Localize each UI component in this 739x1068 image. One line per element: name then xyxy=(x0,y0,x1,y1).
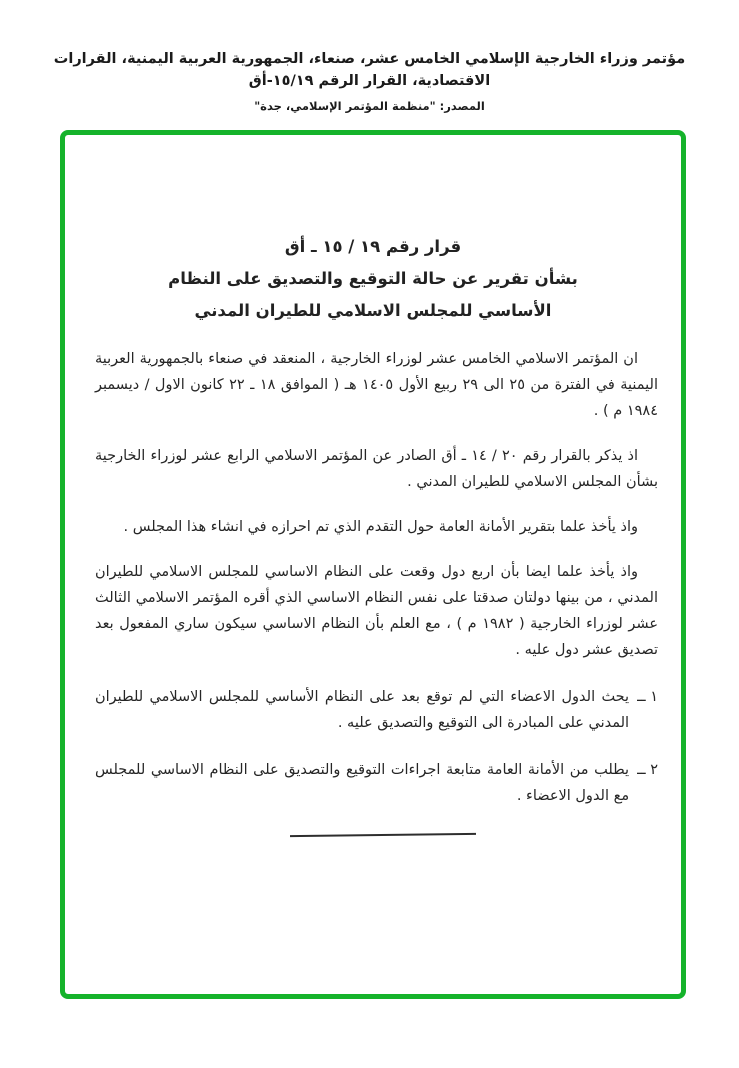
end-divider-line xyxy=(290,833,476,837)
scanned-document-frame xyxy=(60,130,686,999)
resolution-body xyxy=(65,346,681,809)
resolution-number: قرار رقم ١٩ / ١٥ ـ أق xyxy=(284,237,462,256)
operative-item-1 xyxy=(95,684,658,736)
operative-item-2 xyxy=(95,757,658,809)
item-1-text: يحث الدول الاعضاء التي لم توقع بعد على النظام الأساسي للمجلس الاسلامي للطيران المدني على المبادرة الى التوقيع والتصديق عليه . xyxy=(95,689,630,731)
document-header xyxy=(0,48,739,113)
preamble-paragraph-3: واذ يأخذ علما بتقرير الأمانة العامة حول التقدم الذي تم احرازه في انشاء هذا المجلس . xyxy=(123,519,638,535)
resolution-subject-line1: بشأن تقرير عن حالة التوقيع والتصديق على النظام xyxy=(168,269,578,288)
item-1-number: ١ ــ xyxy=(637,689,658,705)
resolution-title xyxy=(65,231,681,327)
item-2-number: ٢ ــ xyxy=(637,762,658,778)
preamble-paragraph-1: ان المؤتمر الاسلامي الخامس عشر لوزراء الخارجية ، المنعقد في صنعاء بالجمهورية العربية اليمنية في الفترة من ٢٥ الى ٢٩ ربيع الأول ١٤٠٥ هـ ( الموافق ١٨ ـ ٢٢ كانون الاول / ديسمبر ١٩٨٤ م ) . xyxy=(95,351,658,419)
preamble-paragraph-2: اذ يذكر بالقرار رقم ٢٠ / ١٤ ـ أق الصادر عن المؤتمر الاسلامي الرابع عشر لوزراء الخارجية بشأن المجلس الاسلامي للطيران المدني . xyxy=(95,448,658,490)
item-2-text: يطلب من الأمانة العامة متابعة اجراءات التوقيع والتصديق على النظام الاساسي للمجلس مع الدول الاعضاء . xyxy=(95,762,630,804)
resolution-subject-line2: الأساسي للمجلس الاسلامي للطيران المدني xyxy=(194,301,552,320)
preamble-paragraph-4: واذ يأخذ علما ايضا بأن اربع دول وقعت على النظام الاساسي للمجلس الاسلامي للطيران المدني ، من بينها دولتان صدقتا على نفس النظام الاساسي الذي أقره المؤتمر الاسلامي الثالث عشر لوزراء الخارجية ( ١٩٨٢ م ) ، مع العلم بأن النظام الاساسي سيكون ساري المفعول بعد تصديق عشر دول عليه . xyxy=(95,564,659,658)
header-source: المصدر: "منظمة المؤتمر الإسلامي، جدة" xyxy=(254,99,485,113)
header-citation: مؤتمر وزراء الخارجية الإسلامي الخامس عشر، صنعاء، الجمهورية العربية اليمنية، القرارات الاقتصادية، القرار الرقم ١٥/١٩-أق xyxy=(53,51,686,89)
